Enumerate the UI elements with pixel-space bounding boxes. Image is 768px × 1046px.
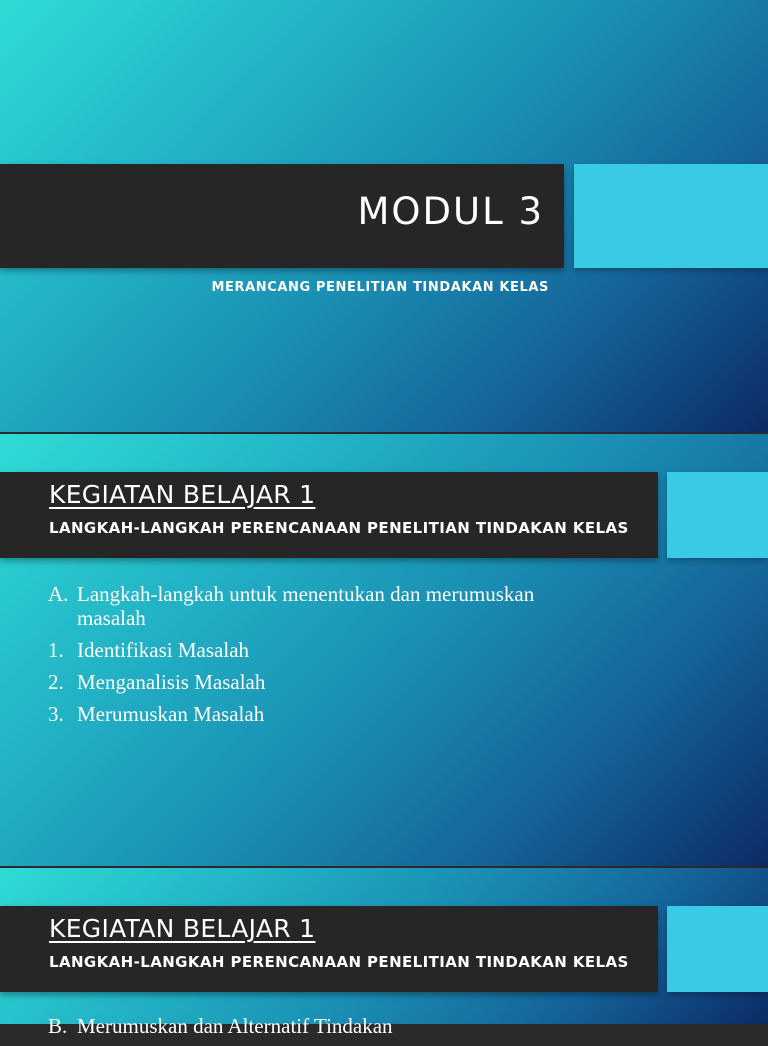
header-bar (0, 906, 658, 992)
header-bar (0, 472, 658, 558)
list-item-text: Menganalisis Masalah (77, 670, 266, 694)
list-marker: 2. (48, 670, 64, 694)
list-marker: 3. (48, 702, 64, 726)
slide-content-2 (0, 868, 768, 1038)
list-item-text: Merumuskan Masalah (77, 702, 265, 726)
list-marker: A. (48, 582, 69, 606)
content-list (48, 582, 608, 734)
activity-subtitle: LANGKAH-LANGKAH PERENCANAAN PENELITIAN TINDAKAN KELAS (49, 953, 629, 971)
activity-title: KEGIATAN BELAJAR 1 (49, 480, 316, 509)
accent-box (667, 906, 768, 992)
module-title: MODUL 3 (357, 190, 544, 233)
content-list (48, 1014, 608, 1046)
list-item (48, 702, 608, 726)
accent-box (574, 164, 768, 268)
accent-box (667, 472, 768, 558)
slide-title (0, 0, 768, 432)
list-item-text: Identifikasi Masalah (77, 638, 250, 662)
list-item-text: Merumuskan dan Alternatif Tindakan (77, 1014, 393, 1038)
list-item (48, 670, 608, 694)
list-item (48, 638, 608, 662)
module-subtitle: MERANCANG PENELITIAN TINDAKAN KELAS (211, 280, 549, 295)
list-item-text: Langkah-langkah untuk menentukan dan merumuskan masalah (77, 582, 535, 630)
activity-title: KEGIATAN BELAJAR 1 (49, 914, 316, 943)
activity-subtitle: LANGKAH-LANGKAH PERENCANAAN PENELITIAN TINDAKAN KELAS (49, 519, 629, 537)
title-bar (0, 164, 564, 268)
slide-content-1 (0, 434, 768, 866)
list-item (48, 582, 608, 630)
list-marker: 1. (48, 638, 64, 662)
list-marker: B. (48, 1014, 68, 1038)
list-item (48, 1014, 608, 1038)
